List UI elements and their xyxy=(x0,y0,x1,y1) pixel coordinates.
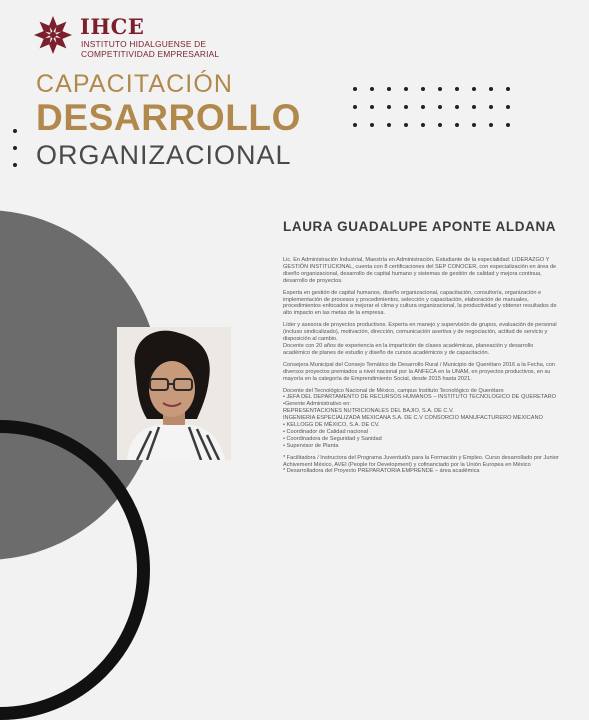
bio-paragraph: Docente del Tecnológico Nacional de México, campus Instituto Tecnológico de Querétaro • JEFA DEL DEPARTAMENTO DE RECURSOS HUMANOS – INSTITUTO TECNOLOGICO DE QUERETARO •Gerente Administrativo en: REPRESENTACIONES NUTRICIONALES DEL BAJIO, S.A. DE C.V. INGENIERIA ESPECIALIZADA MEXICANA S.A. DE C.V CONSORCIO MANUFACTURERO MEXICANO • KELLOGG DE MÉXICO, S.A. DE CV. • Coordinador de Calidad nacional • Coordinadora de Seguridad y Sanidad • Supervisor de Planta xyxy=(283,387,556,449)
bio-paragraph: Lic. En Administración Industrial, Maestría en Administración, Estudiante de la especialidad: LIDERAZGO Y GESTIÓN INSTITUCIONAL, cuenta con 8 certificaciones del SEP CONOCER, con especialización en área de diseño organizacional, desarrollo de capital humano y sistemas de gestión de calidad y mejora continua, desarrollo de proyectos. xyxy=(283,257,557,284)
bio-text xyxy=(283,257,559,480)
logo-subtitle: INSTITUTO HIDALGUENSE DE COMPETITIVIDAD EMPRESARIAL xyxy=(81,39,220,59)
person-name: LAURA GUADALUPE APONTE ALDANA xyxy=(283,219,557,234)
heading-organizacional: ORGANIZACIONAL xyxy=(36,140,292,170)
bio-paragraph: Experta en gestión de capital humanos, diseño organizacional, capacitación, consultoría, organización e implementación de procesos y procedimientos, selección y capacitación, elaboración de manuales, procedimientos enfocados a mejorar el clima y cultura organizacional, la productividad y obtener resultados de alto impacto en las metas de la empresa. xyxy=(283,289,557,317)
decorative-dot-column xyxy=(12,128,18,168)
decorative-dot-grid xyxy=(352,86,512,130)
heading-capacitacion: CAPACITACIÓN xyxy=(36,70,234,98)
portrait-photo xyxy=(117,327,231,460)
heading-desarrollo: DESARROLLO xyxy=(36,97,301,138)
bio-paragraph: Líder y asesora de proyectos productivos. Experta en manejo y supervisión de grupos, evaluación de personal (incluso sindicalizado), motivación, dirección, comunicación asertiva y de negociación, actitud de servicio y disposición al cambio. Docente con 20 años de experiencia en la impartición de clases académicas, planeación y desarrollo académico de planes de estudio y diseño de cursos académicos y de capacitación. xyxy=(283,322,557,356)
ihce-star-logo-icon xyxy=(32,14,74,56)
logo-name: IHCE xyxy=(80,14,145,39)
bio-paragraph: Consejera Municipal del Consejo Temático de Desarrollo Rural / Municipio de Querétaro 2016 a la Fecha, con diversos proyectos premiados a nivel nacional por la ANFECA en la UNAM, en proyectos productivos, en su mayoría en la categoría de Emprendimiento Social, desde 2015 hasta 2021. xyxy=(283,361,555,382)
bio-paragraph: * Facilitadora / Instructora del Programa Juventud/s para la Formación y Empleo. Curso desarrollado por Junior Achivement México, AVEI (People for Development) y cofinanciado por la Unión Europea en México * Desarrolladora del Proyecto PREPARATORIA EMPRENDE – área académica xyxy=(283,454,559,475)
